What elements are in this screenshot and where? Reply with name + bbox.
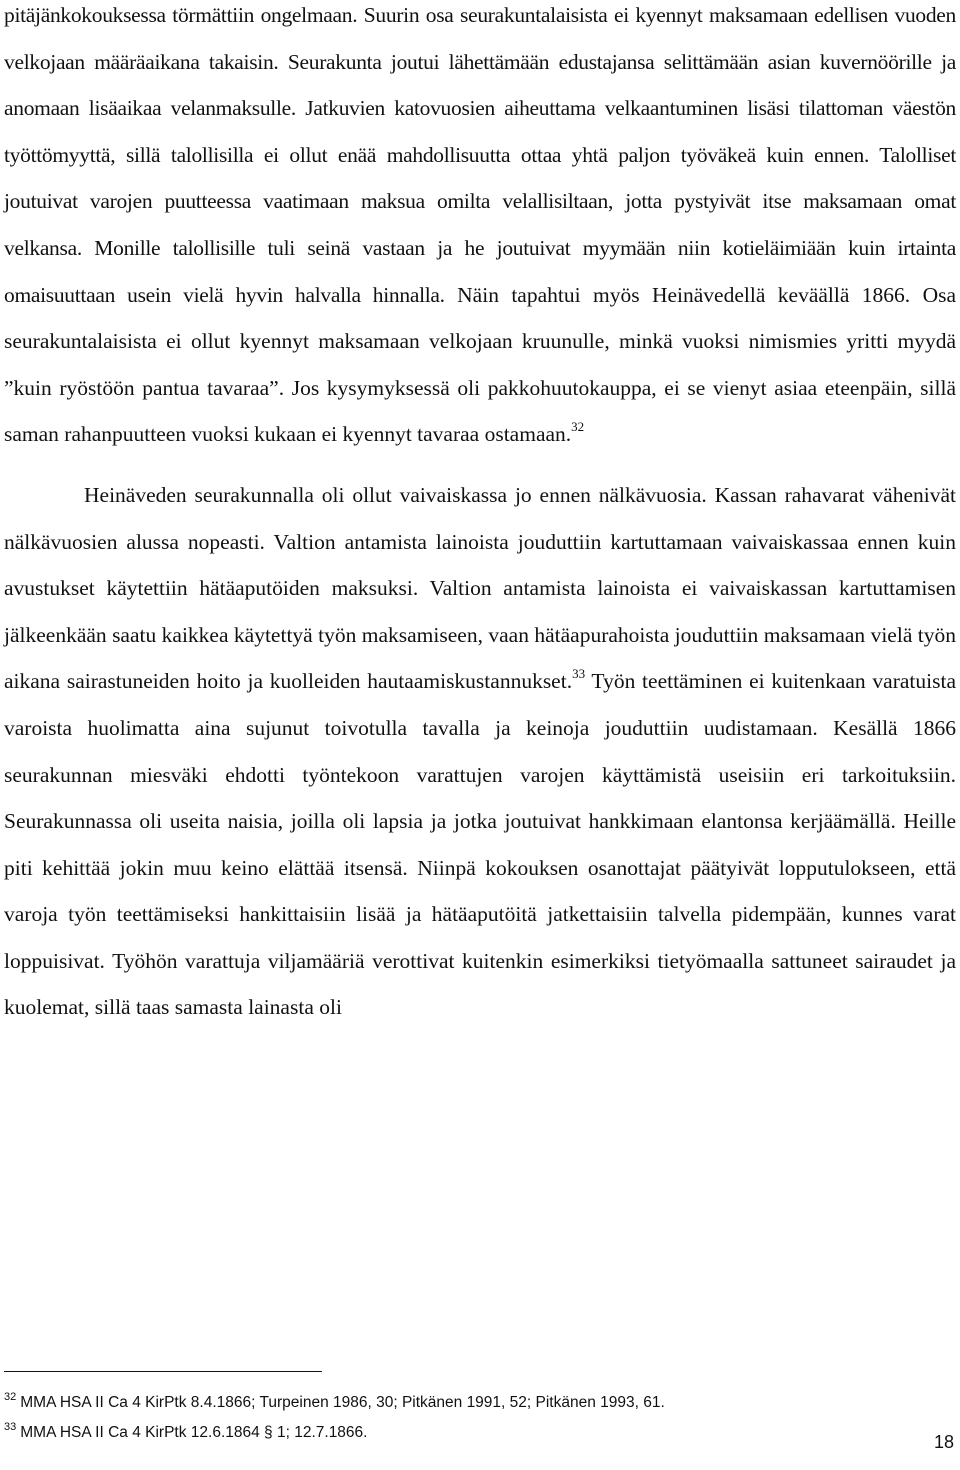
footnote-text: MMA HSA II Ca 4 KirPtk 8.4.1866; Turpeinen 1986, 30; Pitkänen 1991, 52; Pitkänen 1993, 61. xyxy=(20,1394,665,1411)
paragraph-1-text-part-2: Jatkuvien katovuosien aiheuttama velkaantuminen lisäsi tilattoman väestön työttömyyttä, sillä talollisilla ei ollut enää mahdollisuutta ottaa yhtä paljon työväkeä kuin ennen. Talolliset joutuivat varojen puutteessa vaatimaan maksua omilta velallisiltaan, jotta pystyivät itse maksamaan omat velkansa. Monille talollisille tuli seinä vastaan ja he joutuivat myymään niin kotieläimiään kuin irtainta omaisuuttaan usein vielä hyvin halvalla hinnalla. xyxy=(4,96,956,307)
paragraph-1-text-part-1: pitäjänkokouksessa törmättiin ongelmaan. Suurin osa seurakuntalaisista ei kyennyt maksamaan edellisen vuoden velkojaan määräaikana takaisin. Seurakunta joutui lähettämään edustajansa selittämään asian kuvernöörille ja anomaan lisäaikaa velanmaksulle. xyxy=(4,3,956,121)
footnote-ref-33[interactable]: 33 xyxy=(572,666,586,682)
footnote-ref-32[interactable]: 32 xyxy=(571,419,585,435)
footnote-33 xyxy=(4,1415,956,1445)
footnote-text: MMA HSA II Ca 4 KirPtk 12.6.1864 § 1; 12.7.1866. xyxy=(20,1424,368,1441)
body-text xyxy=(4,0,956,1031)
paragraph-2-text-part-1: Heinäveden seurakunnalla oli ollut vaivaiskassa jo ennen nälkävuosia. Kassan rahavarat vähenivät nälkävuosien alussa nopeasti. Valtion antamista lainoista jouduttiin kartuttamaan vaivaiskassaa ennen kuin avustukset käytettiin hätäaputöiden maksuksi. Valtion antamista lainoista ei vaivaiskassan kartuttamisen jälkeenkään saatu kaikkea käytettyä työn maksamiseen, vaan hätäapurahoista jouduttiin maksamaan vielä työn aikana sairastuneiden hoito ja kuolleiden hautaamiskustannukset. xyxy=(4,482,956,694)
footnote-separator xyxy=(4,1371,322,1372)
paragraph-2 xyxy=(4,472,956,1031)
footnote-mark: 33 xyxy=(4,1421,17,1433)
footnote-32 xyxy=(4,1385,956,1415)
footnotes xyxy=(4,1385,956,1445)
page-number: 18 xyxy=(933,1432,954,1452)
paragraph-1-text-part-3: Näin tapahtui myös Heinävedellä keväällä 1866. Osa seurakuntalaisista ei ollut kyennyt maksamaan velkojaan kruunulle, minkä vuoksi nimismies yritti myydä ”kuin ryöstöön pantua tavaraa”. Jos kysymyksessä oli pakkohuutokauppa, ei se vienyt asiaa eteenpäin, sillä saman rahanpuutteen vuoksi kukaan ei kyennyt tavaraa ostamaan. xyxy=(4,282,956,447)
paragraph-2-text-part-2: Työn teettäminen ei kuitenkaan varatuista varoista huolimatta aina sujunut toivotulla tavalla ja keinoja jouduttiin uudistamaan. Kesällä 1866 seurakunnan miesväki ehdotti työntekoon varattujen varojen käyttämistä useisiin eri tarkoituksiin. Seurakunnassa oli useita naisia, joilla oli lapsia ja jotka joutuivat hankkimaan elantonsa kerjäämällä. Heille piti kehittää jokin muu keino elättää itsensä. Niinpä kokouksen osanottajat päätyivät lopputulokseen, että varoja työn teettämiseksi hankittaisiin lisää ja hätäaputöitä jatkettaisiin talvella pidempään, kunnes varat loppuisivat. Työhön varattuja viljamääriä verottivat kuitenkin esimerkiksi tietyömaalla sattuneet sairaudet ja kuolemat, sillä taas samasta lainasta oli xyxy=(4,669,956,1020)
paragraph-1 xyxy=(4,0,956,458)
footnote-mark: 32 xyxy=(4,1391,17,1403)
